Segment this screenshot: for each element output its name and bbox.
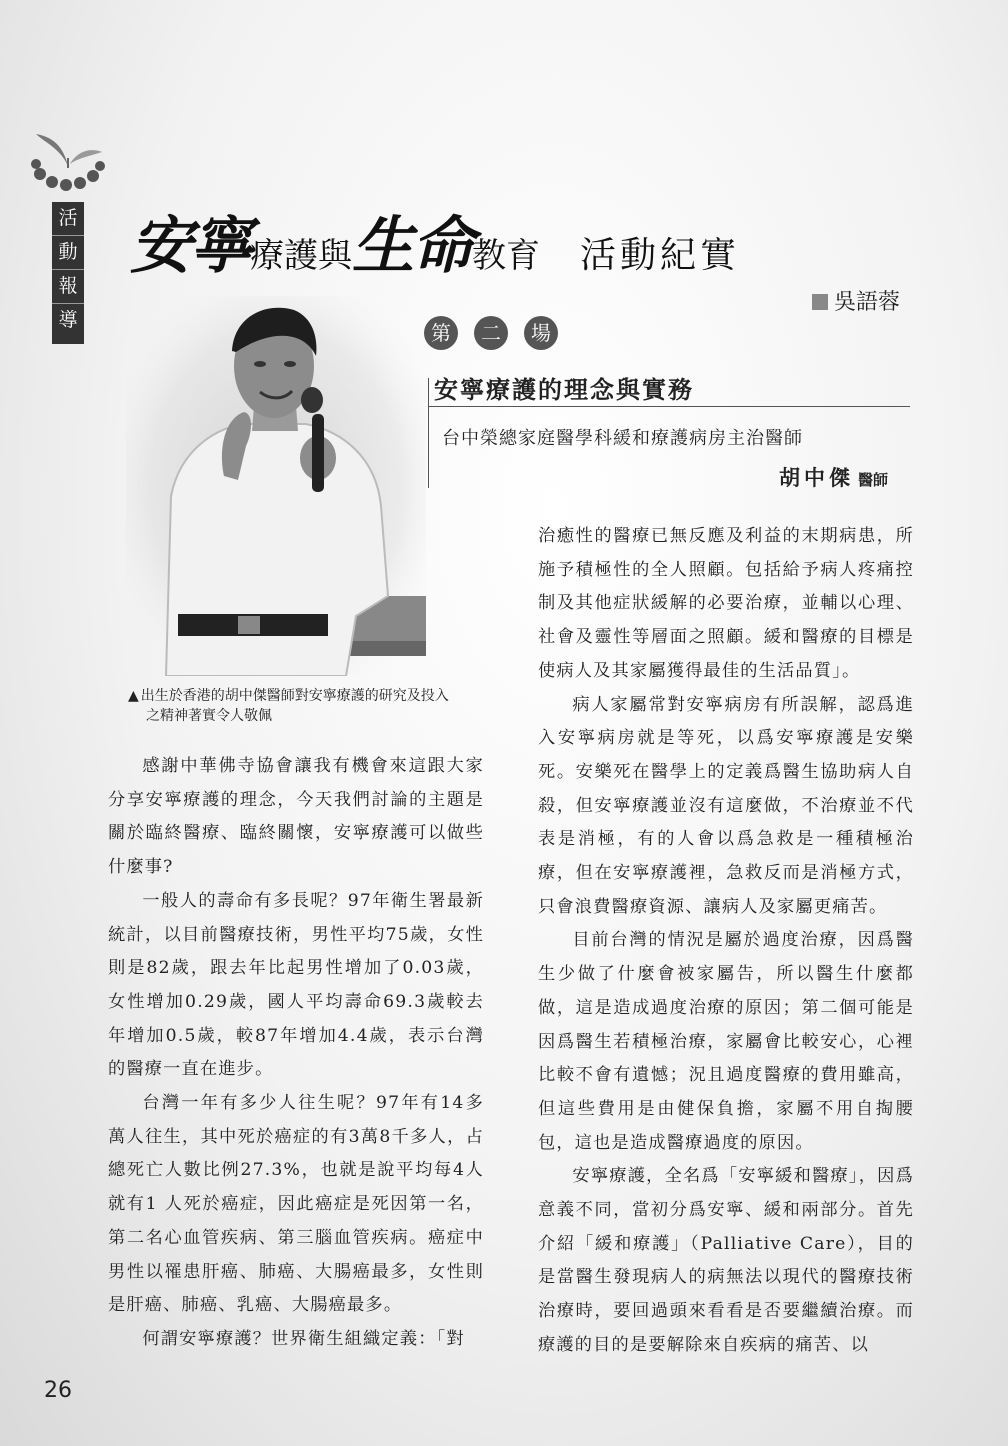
paragraph: 病人家屬常對安寧病房有所誤解，認爲進入安寧病房就是等死，以爲安寧療護是安樂死。安樂死在醫學上的定義爲醫生協助病人自殺，但安寧療護並沒有這麼做，不治療並不代表是消極，有的人會以爲急救是一種積極治療，但在安寧療護裡，急救反而是消極方式，只會浪費醫療資源、讓病人及家屬更痛苦。 [538, 694, 914, 917]
section-tab-char: 導 [58, 309, 78, 331]
paragraph: 安寧療護，全名爲「安寧緩和醫療」，因爲意義不同，當初分爲安寧、緩和兩部分。首先介紹「緩和療護」（Palliative Care），目的是當醫生發現病人的病無法以現代的醫療技術治療時，要回過頭來看看是否要繼續治療。而療護的目的是要解除來自疾病的痛苦、以 [538, 1166, 914, 1355]
paragraph: 治癒性的醫療已無反應及利益的末期病患，所施予積極性的全人照顧。包括給予病人疼痛控制及其他症狀緩解的必要治療，並輔以心理、社會及靈性等層面之照顧。緩和醫療的目標是使病人及其家屬獲得最佳的生活品質」。 [538, 526, 914, 681]
speaker-affiliation: 台中榮總家庭醫學科緩和療護病房主治醫師 [442, 428, 803, 449]
session-label [424, 316, 574, 350]
paragraph: 目前台灣的情況是屬於過度治療，因爲醫生少做了什麼會被家屬告，所以醫生什麼都做，這是造成過度治療的原因；第二個可能是因爲醫生若積極治療，家屬會比較安心，心裡比較不會有遺憾；況且過度醫療的費用雖高，但這些費用是由健保負擔，家屬不用自掏腰包，這也是造成醫療過度的原因。 [538, 930, 914, 1153]
paragraph: 感謝中華佛寺協會讓我有機會來這跟大家分享安寧療護的理念，今天我們討論的主題是關於臨終醫療、臨終關懷，安寧療護可以做些什麼事? [108, 756, 484, 878]
paragraph: 台灣一年有多少人往生呢？97年有14多萬人往生，其中死於癌症的有3萬8千多人，占總死亡人數比例27.3%，也就是說平均每4人就有1 人死於癌症，因此癌症是死因第一名，第二名心血管疾病、第三腦血管疾病。癌症中男性以罹患肝癌、肺癌、大腸癌最多，女性則是肝癌、肺癌、乳癌、大腸癌最多。 [108, 1093, 484, 1316]
leaf-beads-logo-icon [30, 128, 106, 198]
caption-line: 之精神著實令人敬佩 [146, 708, 272, 724]
square-bullet-icon [812, 294, 828, 310]
session-char: 場 [524, 316, 558, 350]
body-column-right [538, 520, 914, 1363]
section-tab [52, 202, 84, 344]
section-tab-char: 活 [52, 202, 84, 236]
title-vertical-rule [428, 378, 429, 488]
title-subject: 活動紀實 [580, 235, 741, 276]
title-divider [428, 406, 910, 407]
caption-line: 出生於香港的胡中傑醫師對安寧療護的研究及投入 [140, 688, 449, 704]
session-char: 二 [474, 316, 508, 350]
speaker-title: 醫師 [857, 471, 888, 489]
page-title [130, 196, 910, 282]
author-byline [812, 285, 900, 316]
section-tab-char: 動 [52, 236, 84, 270]
body-column-left [108, 750, 484, 1357]
title-part-calligraphy: 安寧 [130, 209, 251, 282]
title-part: 教育 [472, 236, 541, 276]
section-tab-char: 報 [52, 270, 84, 304]
author-name: 吳語蓉 [833, 290, 900, 315]
photo-caption [128, 686, 488, 726]
paragraph: 何謂安寧療護？世界衛生組織定義：「對 [142, 1328, 465, 1349]
title-part-calligraphy: 生命 [352, 209, 473, 282]
speaker-name-block [779, 462, 888, 492]
session-char: 第 [424, 316, 458, 350]
page-number: 26 [44, 1378, 72, 1403]
speaker-name: 胡中傑 [778, 466, 854, 490]
speaker-photo [126, 296, 426, 676]
title-part: 療護與 [250, 236, 353, 276]
paragraph: 一般人的壽命有多長呢？97年衛生署最新統計，以目前醫療技術，男性平均75歲，女性則是82歲，跟去年比起男性增加了0.03歲，女性增加0.29歲，國人平均壽命69.3歲較去年增加0.5歲，較87年增加4.4歲，表示台灣的醫療一直在進步。 [108, 890, 484, 1080]
lecture-title: 安寧療護的理念與實務 [434, 376, 694, 404]
triangle-marker-icon: ▲ [128, 688, 139, 704]
